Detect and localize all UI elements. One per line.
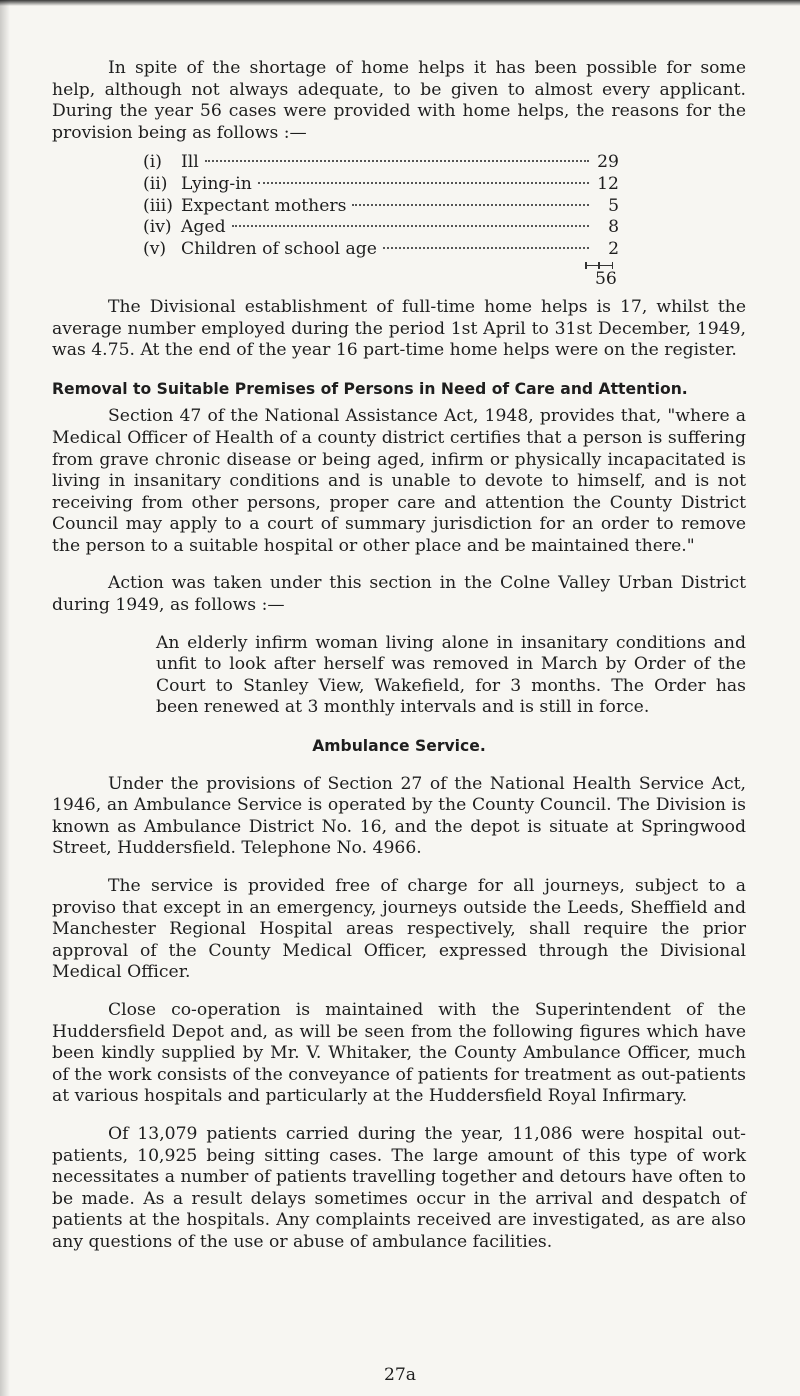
establishment-paragraph: The Divisional establishment of full-time home helps is 17, whilst the average number employed during the period 1st April to 31st December, 1949, was 4.75. At the end of the year 16 part-time home helps were on the register.	[52, 296, 746, 361]
dot-leader	[258, 182, 589, 184]
item-value: 29	[597, 152, 619, 173]
item-label: Lying-in	[181, 173, 252, 194]
reasons-total: 56	[595, 269, 617, 290]
item-label: Expectant mothers	[181, 195, 347, 216]
dot-leader	[232, 225, 589, 227]
section-47-paragraph: Section 47 of the National Assistance Act, 1948, provides that, "where a Medical Officer of Health of a county district certifies that a person is suffering from grave chronic disease or being aged, infirm or physically incapacitated is living in insanitary conditions and is unable to devote to himself, and is not receiving from other persons, proper care and attention the County District Council may apply to a court of summary jurisdiction for an order to remove the person to a suitable hospital or other place and be maintained there."	[52, 406, 746, 556]
sum-rule	[585, 262, 613, 269]
document-page	[52, 58, 746, 1254]
page-number: 27a	[383, 1365, 417, 1385]
list-item	[143, 152, 619, 174]
item-value: 8	[608, 217, 619, 238]
ambulance-paragraph-2: The service is provided free of charge for all journeys, subject to a proviso that except in an emergency, journeys outside the Leeds, Sheffield and Manchester Regional Hospital areas respectively, shall require the prior approval of the County Medical Officer, expressed through the Divisional Medical Officer.	[52, 876, 746, 983]
ambulance-paragraph-3: Close co-operation is maintained with the Superintendent of the Huddersfield Depot and, as will be seen from the following figures which have been kindly supplied by Mr. V. Whitaker, the County Ambulance Officer, much of the work consists of the conveyance of patients for treatment as out-patients at various hospitals and particularly at the Huddersfield Royal Infirmary.	[52, 999, 746, 1107]
list-item	[143, 239, 619, 261]
intro-paragraph: In spite of the shortage of home helps it has been possible for some help, although not always adequate, to be given to almost every applicant. During the year 56 cases were provided with home helps, the reasons for the provision being as follows :—	[52, 58, 746, 143]
item-number: (iv)	[143, 217, 172, 238]
item-value: 5	[608, 195, 619, 216]
action-paragraph: Action was taken under this section in the Colne Valley Urban District during 1949, as follows :—	[52, 573, 746, 616]
item-label: Aged	[181, 217, 226, 238]
scan-binding-shadow	[0, 0, 10, 1396]
item-label: Children of school age	[181, 238, 377, 259]
item-value: 12	[597, 173, 619, 194]
item-number: (ii)	[143, 173, 168, 194]
removal-heading: Removal to Suitable Premises of Persons in Need of Care and Attention.	[52, 379, 688, 398]
item-number: (iii)	[143, 195, 173, 216]
item-label: Ill	[181, 152, 199, 173]
dot-leader	[383, 247, 589, 249]
ambulance-paragraph-1: Under the provisions of Section 27 of the National Health Service Act, 1946, an Ambulance Service is operated by the County Council. The Division is known as Ambulance District No. 16, and the depot is situate at Springwood Street, Huddersfield. Telephone No. 4966.	[52, 773, 746, 859]
list-item	[143, 196, 619, 218]
dot-leader	[352, 204, 589, 206]
item-number: (v)	[143, 238, 167, 259]
scan-edge-shadow	[0, 0, 800, 6]
list-item	[143, 174, 619, 196]
ambulance-heading: Ambulance Service.	[312, 737, 486, 756]
ambulance-paragraph-4: Of 13,079 patients carried during the year, 11,086 were hospital out-patients, 10,925 being sitting cases. The large amount of this type of work necessitates a number of patients travelling together and detours have often to be made. As a result delays sometimes occur in the arrival and despatch of patients at the hospitals. Any complaints received are investigated, as are also any questions of the use or abuse of ambulance facilities.	[52, 1123, 746, 1252]
item-value: 2	[608, 238, 619, 259]
dot-leader	[205, 160, 589, 162]
item-number: (i)	[143, 152, 162, 173]
reasons-list	[143, 152, 619, 291]
case-paragraph: An elderly infirm woman living alone in insanitary conditions and unfit to look after herself was removed in March by Order of the Court to Stanley View, Wakefield, for 3 months. The Order has been renewed at 3 monthly intervals and is still in force.	[156, 632, 746, 718]
list-item	[143, 217, 619, 239]
